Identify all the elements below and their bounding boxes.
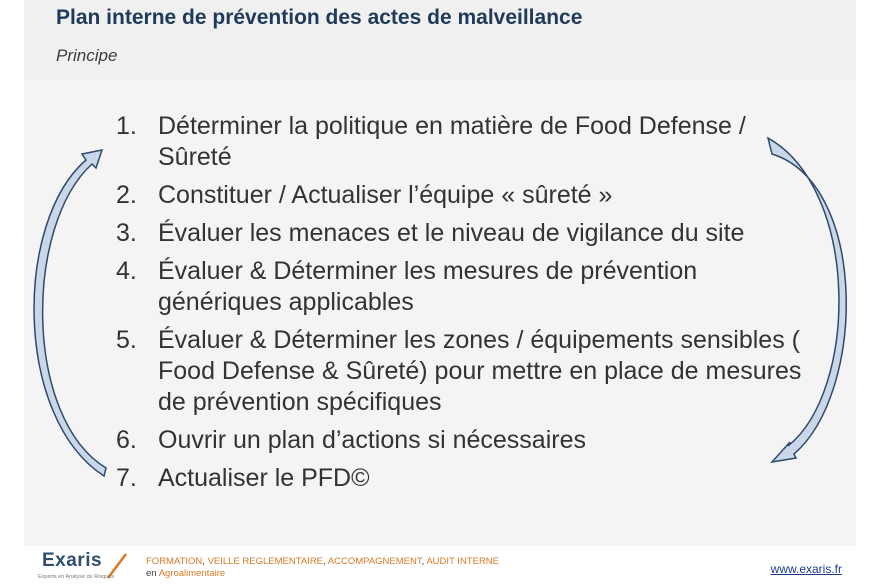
list-item xyxy=(116,218,806,249)
exaris-logo: Exaris xyxy=(42,550,103,571)
page-subtitle: Principe xyxy=(56,46,118,65)
step-number: 6. xyxy=(116,426,137,454)
list-item xyxy=(116,256,806,318)
step-text: Évaluer les menaces et le niveau de vigilance du site xyxy=(158,219,745,247)
step-text: Actualiser le PFD© xyxy=(158,464,370,492)
step-number: 2. xyxy=(116,181,137,209)
footer xyxy=(24,546,856,587)
website-link[interactable]: www.exaris.fr xyxy=(770,562,842,576)
step-text: Déterminer la politique en matière de Food Defense / Sûreté xyxy=(158,112,746,171)
steps-list xyxy=(116,111,806,501)
step-number: 4. xyxy=(116,257,137,285)
step-text: Constituer / Actualiser l’équipe « sûreté » xyxy=(158,181,613,209)
step-text: Évaluer & Déterminer les mesures de prévention génériques applicables xyxy=(158,257,698,316)
page-title: Plan interne de prévention des actes de malveillance xyxy=(56,6,583,29)
step-number: 1. xyxy=(116,112,137,140)
step-number: 5. xyxy=(116,326,137,354)
step-text: Évaluer & Déterminer les zones / équipements sensibles ( Food Defense & Sûreté) pour mettre en place de mesures de prévention spécifiques xyxy=(158,326,802,416)
list-item xyxy=(116,425,806,456)
list-item xyxy=(116,111,806,173)
left-cycle-arrow xyxy=(34,150,106,476)
services-line-2: en Agroalimentaire xyxy=(146,568,226,579)
services-line-1: FORMATION, VEILLE REGLEMENTAIRE, ACCOMPAGNEMENT, AUDIT INTERNE xyxy=(146,556,500,567)
services-text xyxy=(146,556,499,580)
logo-tagline: Experts en Analyse du Risques xyxy=(38,574,115,580)
step-text: Ouvrir un plan d’actions si nécessaires xyxy=(158,426,586,454)
step-number: 3. xyxy=(116,219,137,247)
list-item xyxy=(116,180,806,211)
step-number: 7. xyxy=(116,464,137,492)
list-item xyxy=(116,325,806,418)
list-item xyxy=(116,463,806,494)
